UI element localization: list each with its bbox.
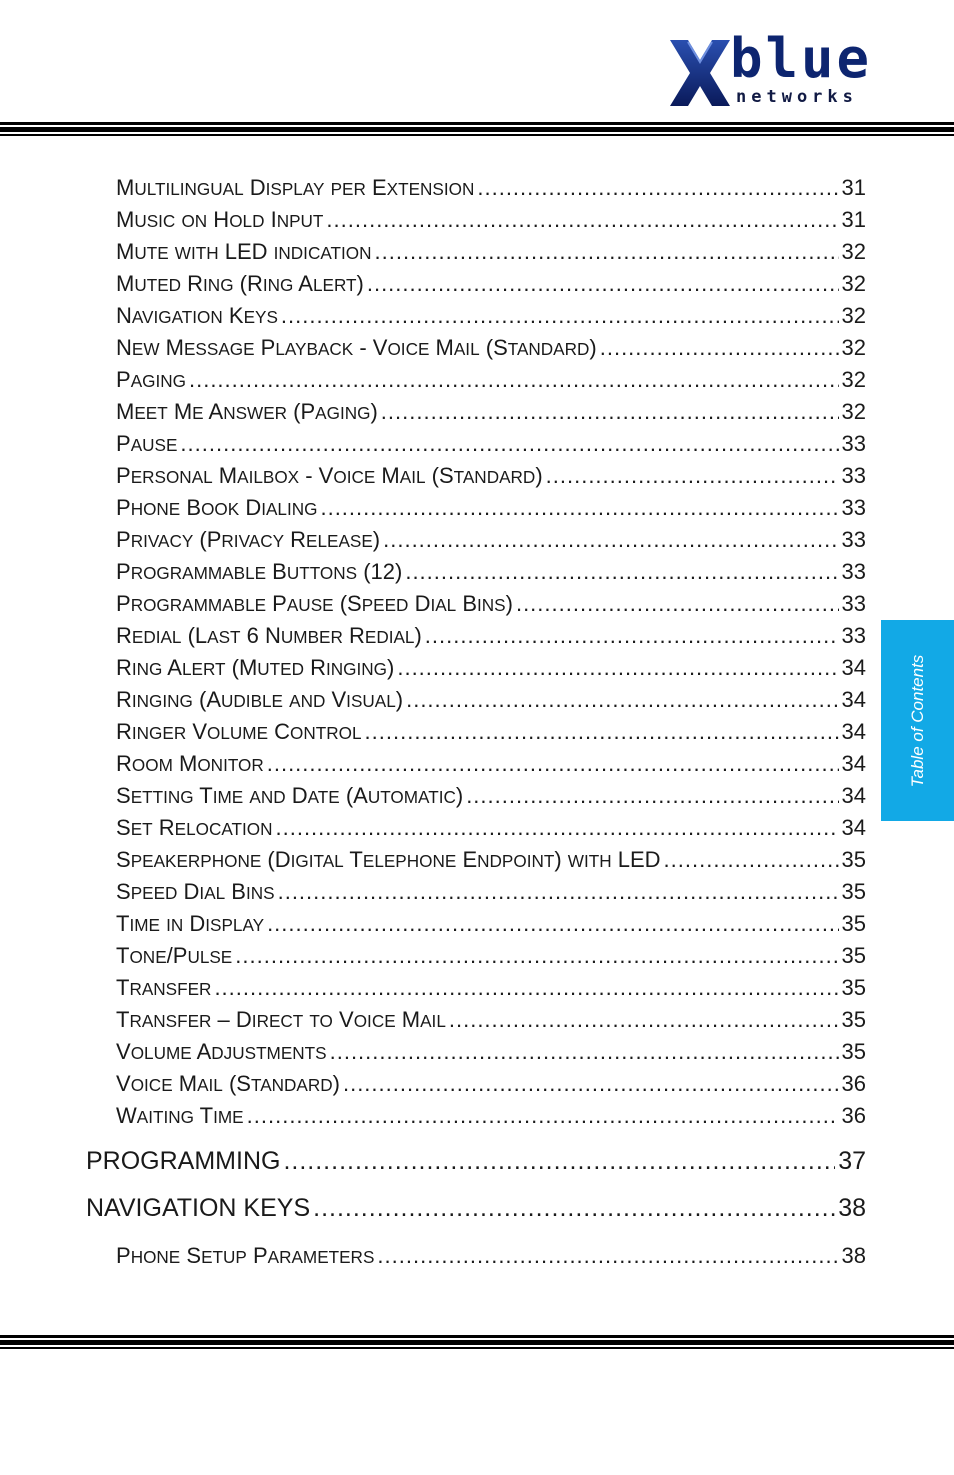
toc-page-number: 31 [841,207,866,232]
toc-entry-title: SPEAKERPHONE (DIGITAL TELEPHONE ENDPOINT) WITH LED [116,847,661,872]
toc-entry-title: TONE/PULSE [116,943,233,968]
toc-entry-title: PROGRAMMING [86,1147,281,1175]
toc-page-number: 35 [841,911,866,936]
toc-entry[interactable] [116,399,866,429]
toc-entry[interactable] [116,559,866,589]
toc-leader-dots [375,239,839,265]
toc-page-number: 35 [841,847,866,872]
toc-leader-dots [320,495,838,521]
toc-leader-dots [343,1071,839,1097]
toc-page-number: 34 [841,687,866,712]
toc-entry-title: WAITING TIME [116,1103,244,1128]
toc-entry[interactable] [116,687,866,717]
toc-page-number: 32 [841,367,866,392]
toc-entry-title: PHONE SETUP PARAMETERS [116,1243,375,1268]
toc-leader-dots [466,783,838,809]
toc-entry-title: SETTING TIME AND DATE (AUTOMATIC) [116,783,464,808]
toc-page-number: 34 [841,719,866,744]
toc-page-number: 32 [841,399,866,424]
toc-leader-dots [214,975,838,1001]
toc-page-number: 31 [841,175,866,200]
toc-page-number: 35 [841,1007,866,1032]
toc-leader-dots [397,655,838,681]
x-logo-icon [668,38,732,108]
toc-leader-dots [425,623,839,649]
toc-entry[interactable] [116,911,866,941]
toc-page-number: 35 [841,943,866,968]
toc-page-number: 38 [838,1194,866,1222]
toc-entry-title: SET RELOCATION [116,815,273,840]
toc-entry[interactable] [116,431,866,461]
toc-page-number: 38 [841,1243,866,1268]
toc-entry[interactable] [116,751,866,781]
toc-entry-title: PHONE BOOK DIALING [116,495,318,520]
toc-entry-title: NAVIGATION KEYS [116,303,278,328]
toc-leader-dots [600,335,839,361]
toc-entry[interactable] [116,655,866,685]
toc-entry-title: VOLUME ADJUSTMENTS [116,1039,327,1064]
toc-leader-dots [664,847,839,873]
toc-entry-title: NEW MESSAGE PLAYBACK - VOICE MAIL (STANDARD) [116,335,597,360]
toc-entry[interactable] [116,239,866,269]
toc-page-number: 33 [841,527,866,552]
toc-page-number: 35 [841,975,866,1000]
logo-wordmark: blue [730,27,873,90]
toc-leader-dots [405,559,838,585]
toc-entry-title: REDIAL (LAST 6 NUMBER REDIAL) [116,623,422,648]
toc-entry[interactable] [116,879,866,909]
toc-entry-title: MULTILINGUAL DISPLAY PER EXTENSION [116,175,475,200]
toc-entry[interactable] [116,207,866,237]
toc-entry[interactable] [116,271,866,301]
toc-entry-title: ROOM MONITOR [116,751,264,776]
toc-page-number: 33 [841,463,866,488]
toc-leader-dots [235,943,838,969]
footer-rule [0,1335,954,1349]
toc-entry-title: PERSONAL MAILBOX - VOICE MAIL (STANDARD) [116,463,543,488]
toc-page-number: 34 [841,751,866,776]
toc-entry-title: PROGRAMMABLE BUTTONS (12) [116,559,403,584]
toc-leader-dots [180,431,838,457]
toc-page-number: 34 [841,783,866,808]
toc-page-number: 32 [841,303,866,328]
xblue-networks-logo [668,27,873,112]
side-tab-label: Table of Contents [907,654,927,787]
toc-entry-title: VOICE MAIL (STANDARD) [116,1071,340,1096]
toc-leader-dots [189,367,839,393]
toc-leader-dots [267,751,839,777]
toc-page-number: 32 [841,239,866,264]
toc-page-number: 33 [841,559,866,584]
toc-entry-title: RINGER VOLUME CONTROL [116,719,362,744]
toc-entry-title: MUTE WITH LED INDICATION [116,239,372,264]
toc-entry[interactable] [116,303,866,333]
toc-entry[interactable] [116,1039,866,1069]
toc-entry-title: RINGING (AUDIBLE AND VISUAL) [116,687,404,712]
toc-leader-dots [406,687,838,713]
toc-entry-title: SPEED DIAL BINS [116,879,275,904]
logo-subtitle: networks [736,87,858,107]
toc-leader-dots [383,527,838,553]
toc-entry[interactable] [116,623,866,653]
toc-entry-title: PAUSE [116,431,178,456]
toc-page-number: 36 [841,1071,866,1096]
toc-entry[interactable] [116,591,866,621]
toc-page-number: 35 [841,1039,866,1064]
toc-entry[interactable] [116,783,866,813]
toc-page-number: 33 [841,623,866,648]
section-side-tab [881,620,954,821]
toc-entry[interactable] [86,1147,866,1181]
toc-entry-title: MEET ME ANSWER (PAGING) [116,399,378,424]
toc-entry-title: RING ALERT (MUTED RINGING) [116,655,395,680]
toc-entry-title: MUSIC ON HOLD INPUT [116,207,324,232]
toc-leader-dots [367,271,839,297]
toc-page-number: 32 [841,271,866,296]
toc-entry[interactable] [116,1071,866,1101]
toc-leader-dots [365,719,839,745]
toc-page-number: 33 [841,431,866,456]
toc-entry[interactable] [116,1103,866,1133]
toc-entry[interactable] [116,175,866,205]
toc-entry[interactable] [116,335,866,365]
toc-entry[interactable] [116,463,866,493]
toc-leader-dots [278,879,839,905]
toc-entry[interactable] [116,975,866,1005]
toc-leader-dots [381,399,839,425]
toc-leader-dots [281,303,839,329]
toc-page-number: 35 [841,879,866,904]
toc-entry-title: PAGING [116,367,186,392]
toc-page-number: 33 [841,495,866,520]
toc-entry[interactable] [116,847,866,877]
toc-page-number: 37 [838,1147,866,1175]
toc-entry[interactable] [116,1243,866,1273]
toc-entry-title: TRANSFER [116,975,212,1000]
toc-entry-title: PROGRAMMABLE PAUSE (SPEED DIAL BINS) [116,591,513,616]
toc-entry[interactable] [86,1194,866,1228]
toc-entry[interactable] [116,943,866,973]
toc-entry-title: MUTED RING (RING ALERT) [116,271,364,296]
toc-entry[interactable] [116,527,866,557]
toc-leader-dots [267,911,838,937]
toc-leader-dots [516,591,839,617]
toc-leader-dots [247,1103,839,1129]
toc-entry-title: PRIVACY (PRIVACY RELEASE) [116,527,381,552]
toc-entry[interactable] [116,719,866,749]
toc-leader-dots [477,175,838,201]
toc-page-number: 36 [841,1103,866,1128]
toc-page-number: 32 [841,335,866,360]
toc-leader-dots [449,1007,839,1033]
toc-entry[interactable] [116,367,866,397]
toc-page-number: 34 [841,655,866,680]
toc-leader-dots [377,1243,838,1269]
header-rule [0,122,954,136]
toc-leader-dots [330,1039,839,1065]
toc-entry-title: NAVIGATION KEYS [86,1194,311,1222]
toc-entry-title: TIME IN DISPLAY [116,911,265,936]
toc-leader-dots [283,1147,835,1176]
toc-leader-dots [546,463,839,489]
toc-page-number: 33 [841,591,866,616]
toc-leader-dots [276,815,839,841]
toc-entry[interactable] [116,1007,866,1037]
toc-entry[interactable] [116,495,866,525]
toc-leader-dots [313,1194,835,1223]
toc-entry-title: TRANSFER – DIRECT TO VOICE MAIL [116,1007,446,1032]
toc-entry[interactable] [116,815,866,845]
toc-leader-dots [326,207,838,233]
toc-page-number: 34 [841,815,866,840]
